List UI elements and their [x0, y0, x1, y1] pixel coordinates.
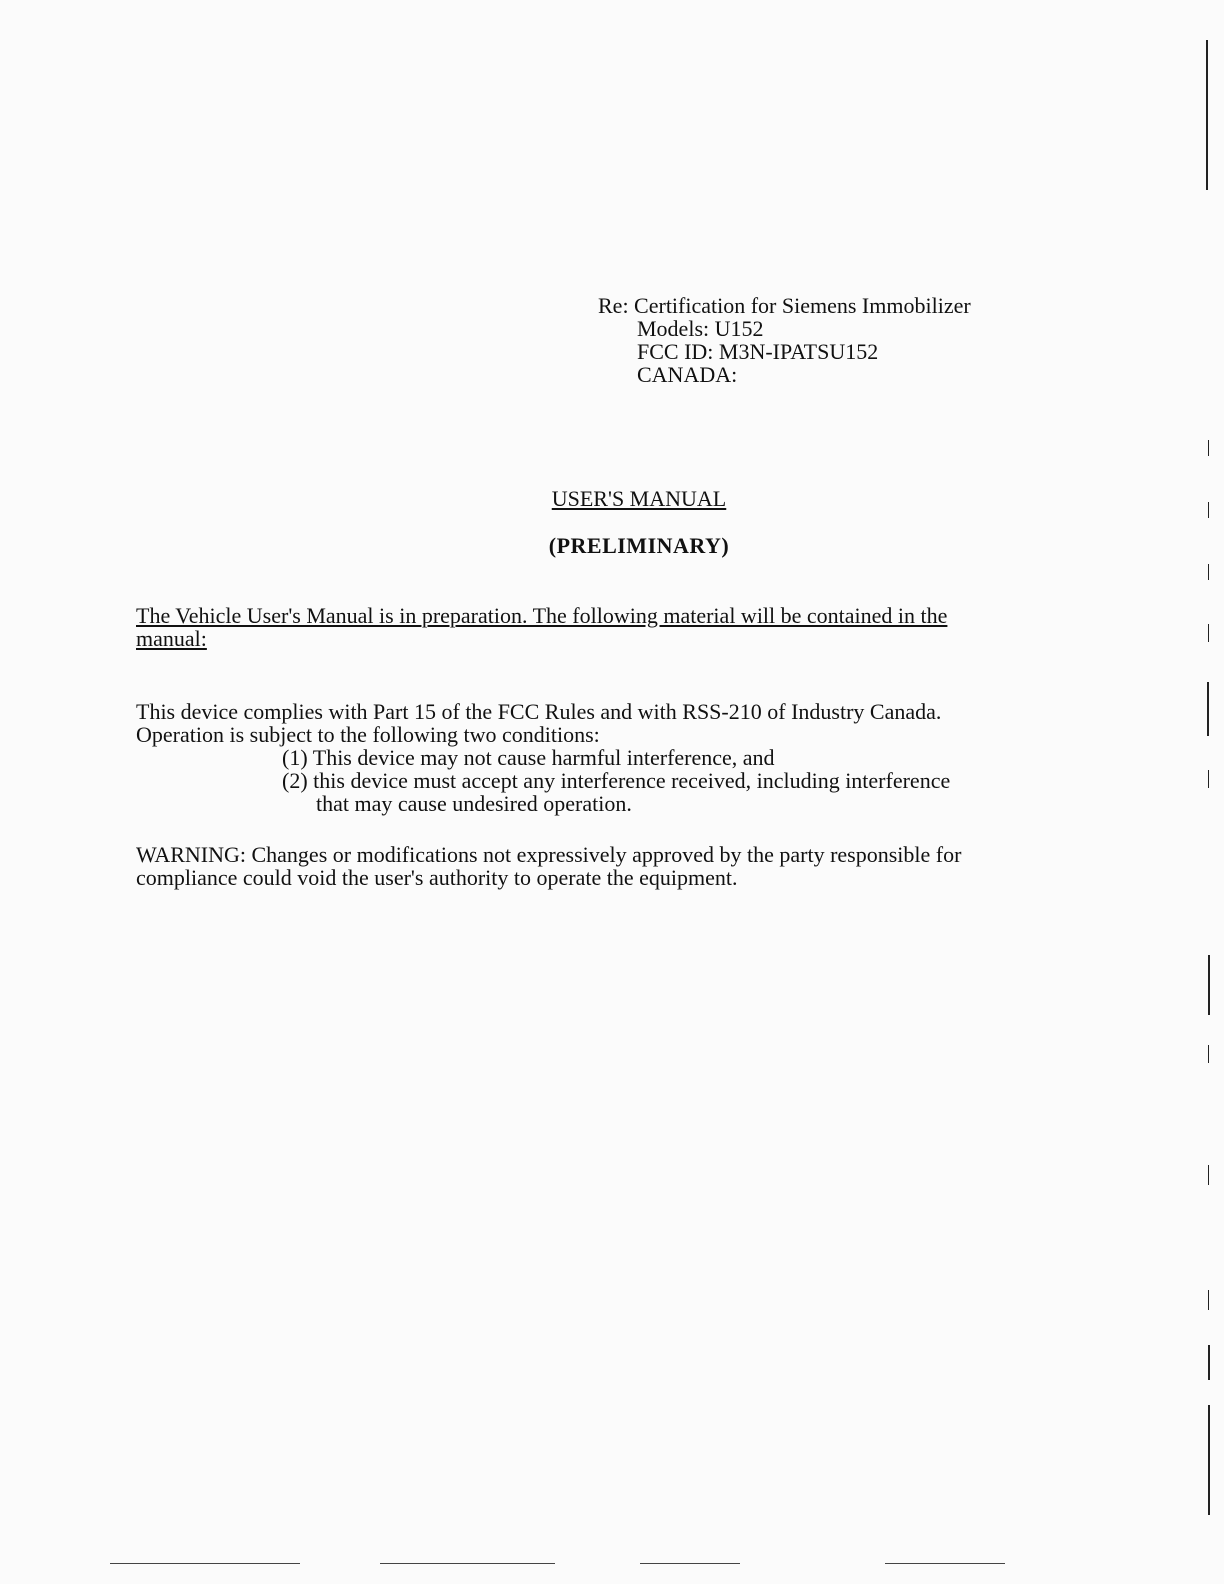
scan-edge-mark: [1208, 624, 1209, 642]
scan-edge-mark: [1208, 1165, 1209, 1185]
intro-line-2: manual:: [136, 626, 207, 651]
scan-edge-mark: [1208, 955, 1210, 1015]
compliance-paragraph: [136, 700, 1036, 746]
scan-bottom-line: [640, 1563, 740, 1564]
scan-edge-mark: [1208, 1345, 1210, 1380]
scan-edge-mark: [1206, 40, 1208, 190]
condition-item-2-continued: that may cause undesired operation.: [316, 791, 632, 816]
scan-edge-mark: [1208, 1045, 1209, 1063]
intro-line-1: The Vehicle User's Manual is in preparation. The following material will be contained in the: [136, 603, 948, 628]
conditions-list: [282, 746, 1002, 815]
scan-bottom-line: [380, 1563, 555, 1564]
scan-bottom-line: [110, 1563, 300, 1564]
certification-reference-block: [598, 294, 971, 386]
scan-edge-mark: [1208, 1290, 1209, 1310]
scan-edge-mark: [1208, 770, 1209, 788]
compliance-line-1: This device complies with Part 15 of the FCC Rules and with RSS-210 of Industry Canada.: [136, 699, 942, 724]
scan-edge-mark: [1208, 440, 1209, 456]
intro-paragraph: [136, 604, 1036, 650]
scan-edge-mark: [1208, 564, 1209, 580]
scan-edge-mark: [1208, 1405, 1210, 1515]
document-subtitle: (PRELIMINARY): [548, 533, 730, 558]
re-line: Re: Certification for Siemens Immobilizer: [598, 293, 971, 318]
warning-line-1: WARNING: Changes or modifications not expressively approved by the party responsible for: [136, 842, 962, 867]
scan-bottom-line: [885, 1563, 1005, 1564]
compliance-line-2: Operation is subject to the following two conditions:: [136, 722, 600, 747]
fcc-id-line: FCC ID: M3N-IPATSU152: [637, 339, 879, 364]
models-line: Models: U152: [637, 316, 764, 341]
scan-edge-mark: [1207, 682, 1209, 736]
condition-item-1: (1) This device may not cause harmful interference, and: [282, 745, 775, 770]
document-title: USER'S MANUAL: [551, 486, 727, 511]
warning-line-2: compliance could void the user's authority to operate the equipment.: [136, 865, 738, 890]
scan-edge-mark: [1208, 502, 1209, 518]
canada-line: CANADA:: [637, 362, 738, 387]
condition-item-2: (2) this device must accept any interference received, including interference: [282, 768, 951, 793]
warning-paragraph: [136, 843, 1036, 889]
